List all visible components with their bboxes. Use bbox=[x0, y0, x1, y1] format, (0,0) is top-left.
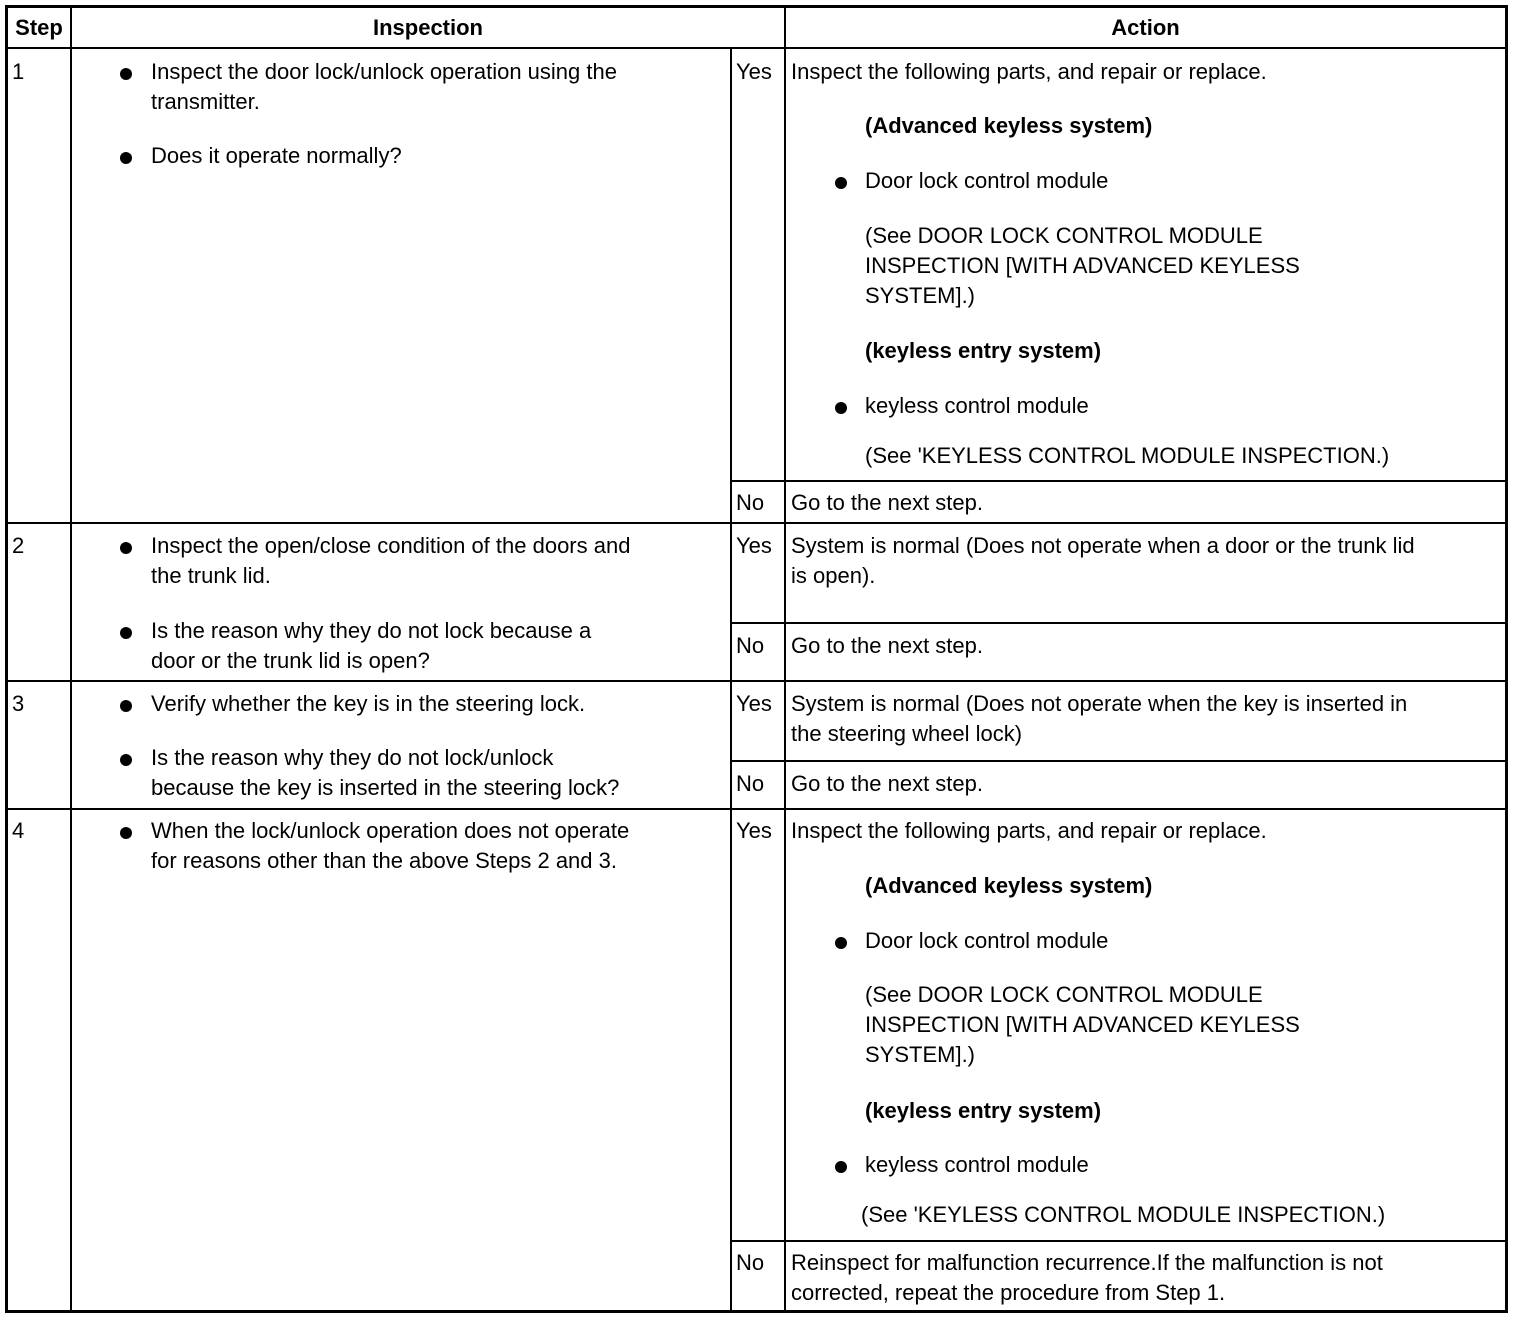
action-intro: Inspect the following parts, and repair or replace. bbox=[791, 59, 1267, 84]
action-reference: SYSTEM].) bbox=[865, 1042, 976, 1067]
action-item: Door lock control module bbox=[865, 168, 1109, 193]
row2-yes-no-divider bbox=[730, 622, 1508, 624]
row-divider-1 bbox=[5, 522, 1508, 524]
yes-label: Yes bbox=[736, 691, 772, 716]
inspection-line: When the lock/unlock operation does not operate bbox=[151, 818, 630, 843]
troubleshooting-table bbox=[5, 5, 1508, 1313]
bullet-icon bbox=[120, 68, 132, 80]
no-label: No bbox=[736, 771, 765, 796]
yes-label: Yes bbox=[736, 59, 772, 84]
action-reference: INSPECTION [WITH ADVANCED KEYLESS bbox=[865, 1012, 1300, 1037]
step-number: 4 bbox=[12, 818, 25, 843]
yes-label: Yes bbox=[736, 818, 772, 843]
header-step: Step bbox=[15, 15, 63, 40]
header-action: Action bbox=[1111, 15, 1180, 40]
yes-label: Yes bbox=[736, 533, 772, 558]
no-label: No bbox=[736, 633, 765, 658]
action-heading: (keyless entry system) bbox=[865, 338, 1102, 363]
table-border-right bbox=[1505, 5, 1508, 1313]
bullet-icon bbox=[120, 152, 132, 164]
bullet-icon bbox=[835, 402, 847, 414]
bullet-icon bbox=[120, 627, 132, 639]
inspection-line: transmitter. bbox=[151, 89, 260, 114]
action-intro: Inspect the following parts, and repair or replace. bbox=[791, 818, 1267, 843]
inspection-line: Verify whether the key is in the steering lock. bbox=[151, 691, 586, 716]
yes-action: is open). bbox=[791, 563, 876, 588]
col-divider-step bbox=[70, 5, 72, 1313]
no-label: No bbox=[736, 1250, 765, 1275]
no-action: Go to the next step. bbox=[791, 490, 984, 515]
action-heading: (Advanced keyless system) bbox=[865, 113, 1153, 138]
bullet-icon bbox=[835, 1161, 847, 1173]
inspection-line: Does it operate normally? bbox=[151, 143, 402, 168]
action-reference: INSPECTION [WITH ADVANCED KEYLESS bbox=[865, 253, 1300, 278]
no-action: corrected, repeat the procedure from Step 1. bbox=[791, 1280, 1226, 1305]
no-label: No bbox=[736, 490, 765, 515]
table-border-left bbox=[5, 5, 8, 1313]
yes-action: the steering wheel lock) bbox=[791, 721, 1023, 746]
bullet-icon bbox=[120, 754, 132, 766]
action-reference: (See 'KEYLESS CONTROL MODULE INSPECTION.) bbox=[861, 1202, 1386, 1227]
row4-yes-no-divider bbox=[730, 1240, 1508, 1242]
bullet-icon bbox=[120, 542, 132, 554]
bullet-icon bbox=[120, 700, 132, 712]
action-item: keyless control module bbox=[865, 393, 1089, 418]
no-action: Go to the next step. bbox=[791, 633, 984, 658]
row-divider-3 bbox=[5, 808, 1508, 810]
inspection-line: for reasons other than the above Steps 2 and 3. bbox=[151, 848, 617, 873]
step-number: 2 bbox=[12, 533, 25, 558]
no-action: Reinspect for malfunction recurrence.If the malfunction is not bbox=[791, 1250, 1383, 1275]
action-reference: SYSTEM].) bbox=[865, 283, 976, 308]
row-divider-2 bbox=[5, 680, 1508, 682]
bullet-icon bbox=[835, 937, 847, 949]
inspection-line: because the key is inserted in the steering lock? bbox=[151, 775, 620, 800]
step-number: 1 bbox=[12, 59, 25, 84]
step-number: 3 bbox=[12, 691, 25, 716]
table-border-bottom bbox=[5, 1310, 1508, 1313]
inspection-line: Is the reason why they do not lock because a bbox=[151, 618, 592, 643]
yes-action: System is normal (Does not operate when a door or the trunk lid bbox=[791, 533, 1415, 558]
row3-yes-no-divider bbox=[730, 760, 1508, 762]
inspection-line: the trunk lid. bbox=[151, 563, 271, 588]
inspection-line: Inspect the open/close condition of the doors and bbox=[151, 533, 631, 558]
action-heading: (Advanced keyless system) bbox=[865, 873, 1153, 898]
bullet-icon bbox=[120, 827, 132, 839]
action-reference: (See DOOR LOCK CONTROL MODULE bbox=[865, 982, 1263, 1007]
inspection-line: Is the reason why they do not lock/unlock bbox=[151, 745, 554, 770]
inspection-line: door or the trunk lid is open? bbox=[151, 648, 430, 673]
header-inspection: Inspection bbox=[372, 15, 483, 40]
table-border-top bbox=[5, 5, 1508, 8]
header-divider bbox=[5, 47, 1508, 49]
no-action: Go to the next step. bbox=[791, 771, 984, 796]
row1-yes-no-divider bbox=[730, 480, 1508, 482]
action-item: keyless control module bbox=[865, 1152, 1089, 1177]
yes-action: System is normal (Does not operate when the key is inserted in bbox=[791, 691, 1408, 716]
inspection-line: Inspect the door lock/unlock operation using the bbox=[151, 59, 617, 84]
action-reference: (See 'KEYLESS CONTROL MODULE INSPECTION.) bbox=[865, 443, 1390, 468]
action-item: Door lock control module bbox=[865, 928, 1109, 953]
bullet-icon bbox=[835, 177, 847, 189]
col-divider-action bbox=[784, 5, 786, 1313]
action-heading: (keyless entry system) bbox=[865, 1098, 1102, 1123]
action-reference: (See DOOR LOCK CONTROL MODULE bbox=[865, 223, 1263, 248]
